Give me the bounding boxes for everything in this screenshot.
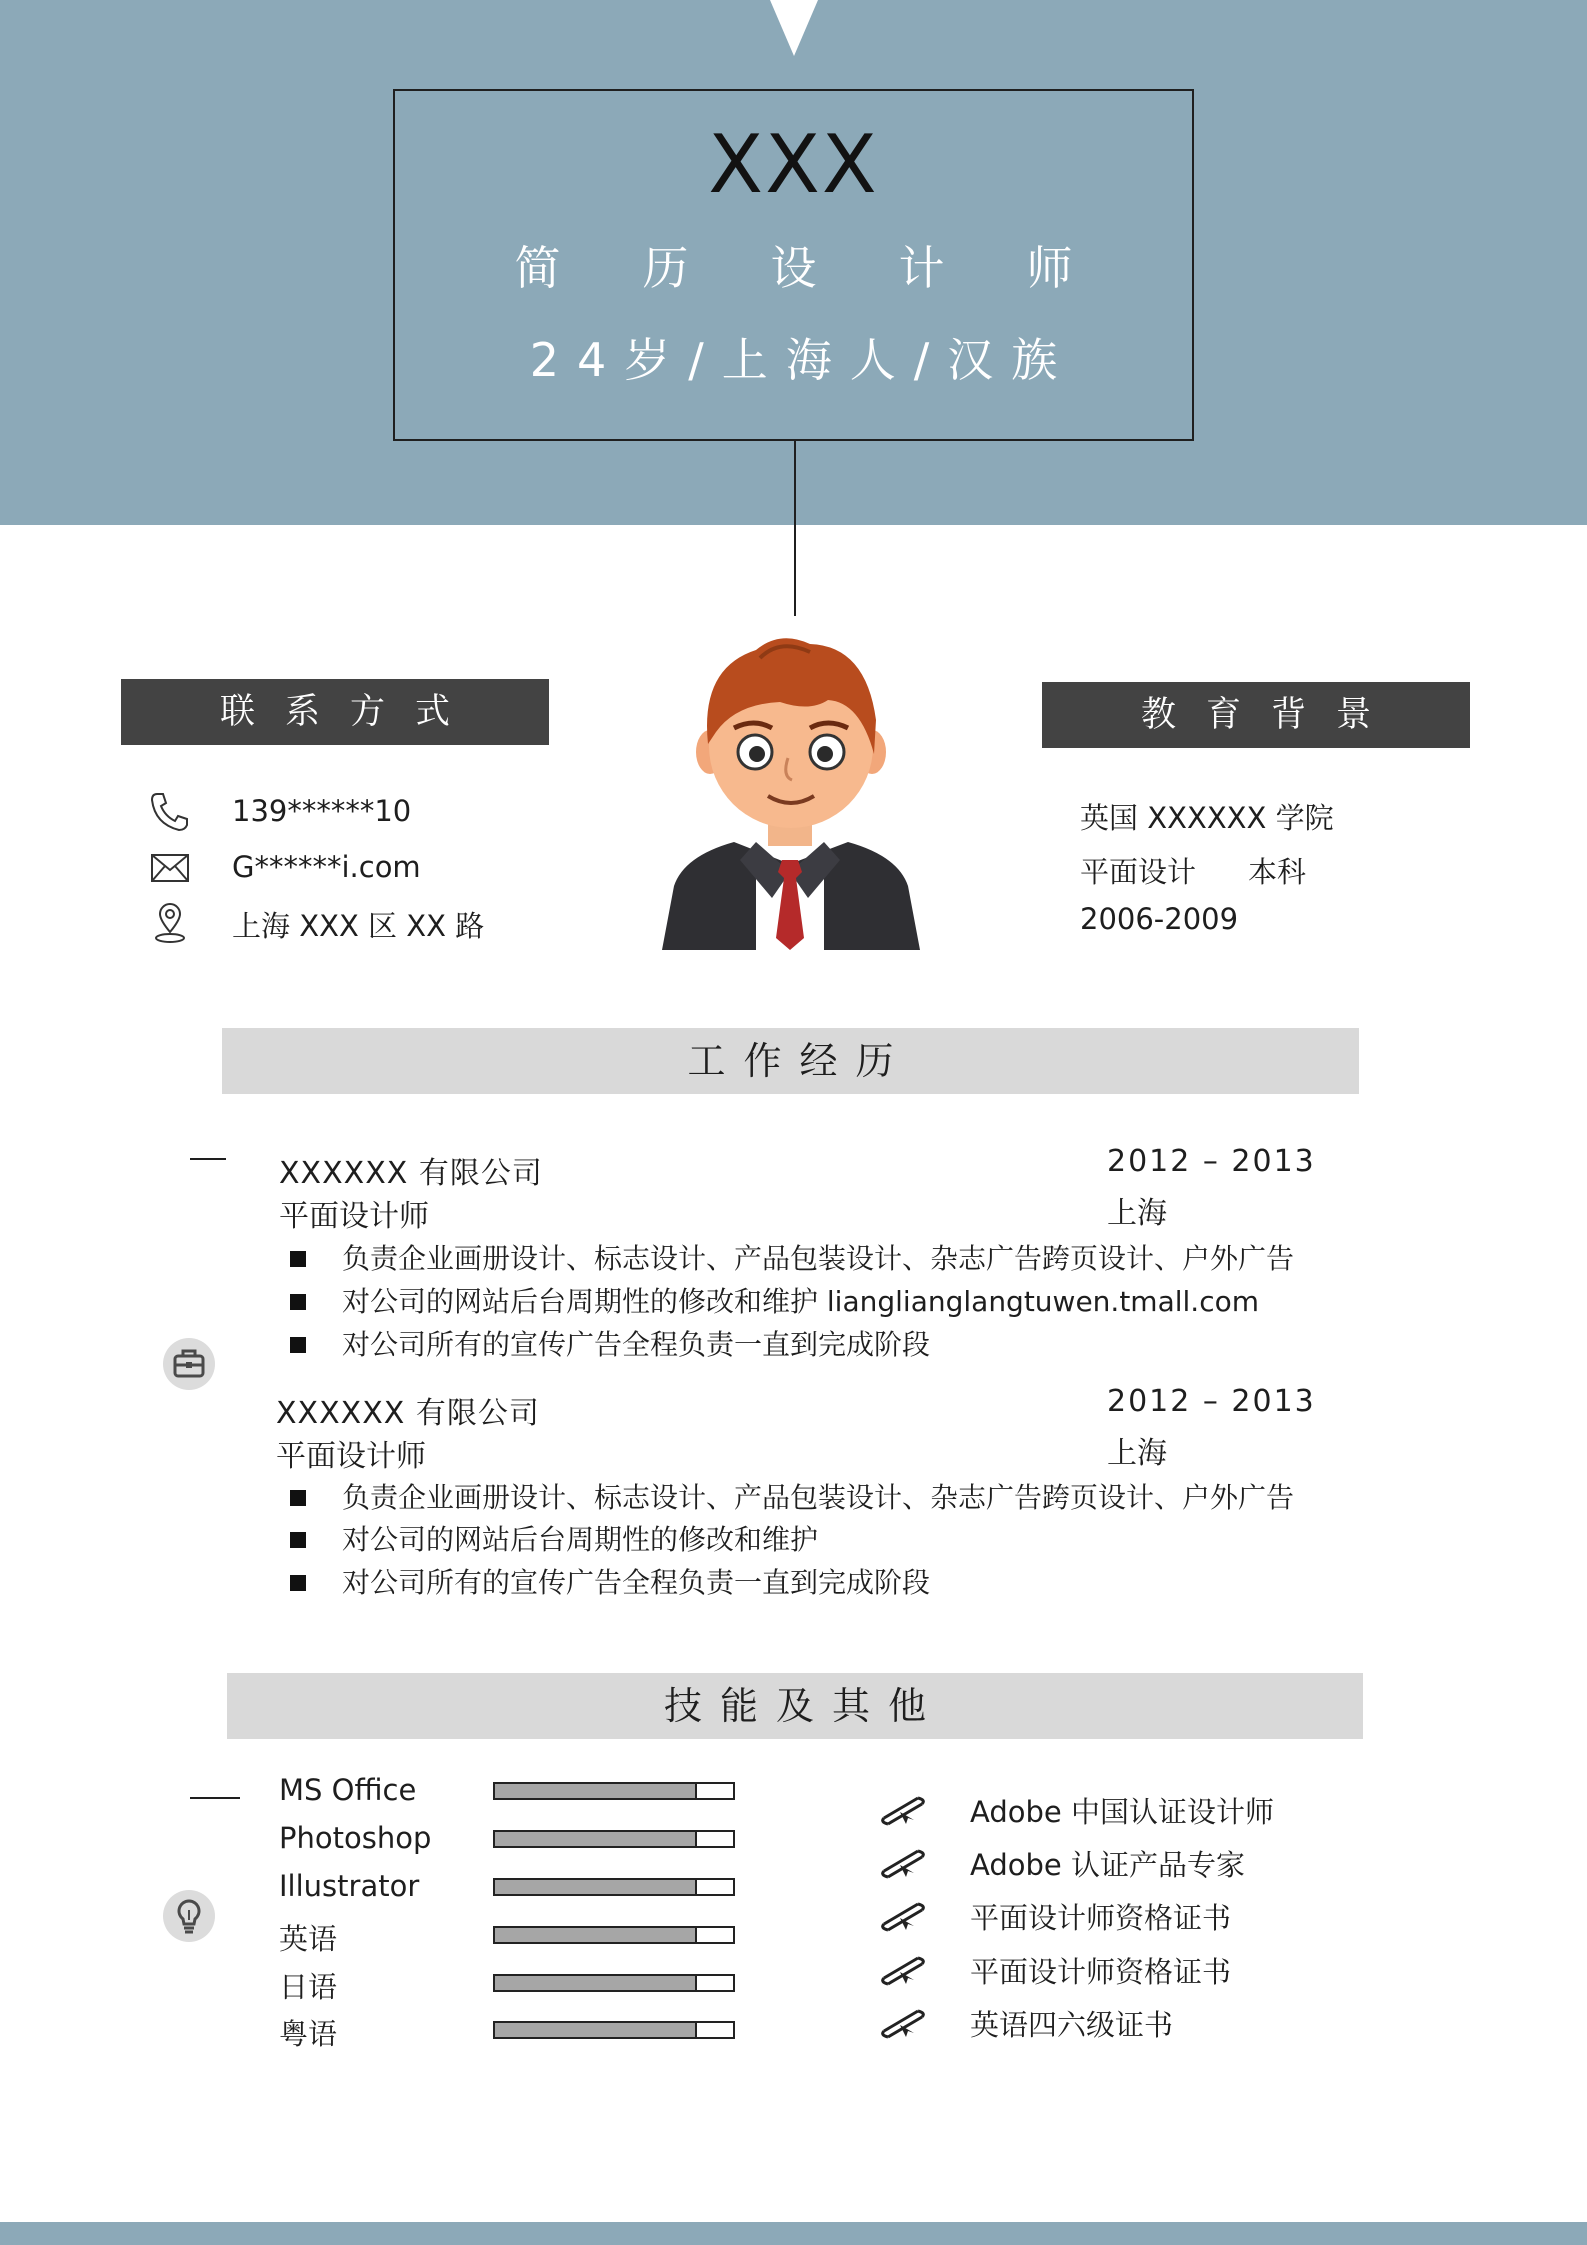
certificate-item — [880, 2001, 1340, 2045]
diploma-icon — [880, 1948, 928, 1992]
location-icon — [148, 900, 192, 944]
skill-level-fill — [495, 2023, 697, 2037]
skill-level-fill — [495, 1928, 697, 1942]
education-label: 教育背景 — [1042, 682, 1470, 748]
diploma-icon — [880, 1894, 928, 1938]
email-text: G******i.com — [232, 850, 421, 884]
certificate-text: Adobe 中国认证设计师 — [970, 1795, 1274, 1829]
job-2-company: XXXXXX 有限公司 — [276, 1396, 540, 1431]
mail-icon — [148, 846, 192, 890]
skills-dash — [190, 1797, 240, 1799]
job-1-title: 平面设计师 — [279, 1199, 429, 1234]
job-title: 简历设计师 — [514, 241, 1155, 295]
footer-band — [0, 2222, 1587, 2245]
job-1-years: 2012 – 2013 — [1107, 1144, 1316, 1179]
skill-name: Illustrator — [279, 1869, 420, 1903]
education-major: 平面设计 — [1080, 855, 1197, 889]
job-2-title: 平面设计师 — [276, 1439, 426, 1474]
education-years: 2006-2009 — [1080, 902, 1239, 936]
connector-line — [794, 441, 796, 616]
skills-section-title: 技能及其他 — [227, 1673, 1363, 1739]
diploma-icon — [880, 1841, 928, 1885]
skill-level-bar — [493, 2021, 735, 2039]
personal-meta: 24岁/上海人/汉族 — [529, 333, 1076, 387]
contact-address — [148, 900, 568, 944]
address-text: 上海 XXX 区 XX 路 — [232, 909, 485, 943]
skill-level-bar — [493, 1782, 735, 1800]
candidate-name: XXX — [708, 118, 879, 211]
lightbulb-icon — [163, 1890, 215, 1942]
skill-name: 粤语 — [279, 2017, 338, 2051]
certificate-text: 平面设计师资格证书 — [970, 1901, 1232, 1935]
contact-label: 联系方式 — [121, 679, 549, 745]
skill-level-fill — [495, 1832, 697, 1846]
work-section-title: 工作经历 — [222, 1028, 1359, 1094]
certificate-item — [880, 1894, 1340, 1938]
diploma-icon — [880, 2001, 928, 2045]
skill-level-bar — [493, 1974, 735, 1992]
skill-name: MS Office — [279, 1773, 417, 1807]
certificate-item — [880, 1948, 1340, 1992]
job-1-company: XXXXXX 有限公司 — [279, 1156, 543, 1191]
skill-level-fill — [495, 1880, 697, 1894]
skill-name: 日语 — [279, 1970, 338, 2004]
skill-name: Photoshop — [279, 1821, 432, 1855]
job-2-years: 2012 – 2013 — [1107, 1384, 1316, 1419]
education-degree: 本科 — [1248, 855, 1307, 889]
education-school: 英国 XXXXXX 学院 — [1080, 801, 1334, 835]
skill-name: 英语 — [279, 1922, 338, 1956]
phone-icon — [148, 790, 192, 834]
avatar — [660, 628, 922, 954]
skill-level-bar — [493, 1926, 735, 1944]
certificate-text: 英语四六级证书 — [970, 2008, 1174, 2042]
job-2-place: 上海 — [1107, 1436, 1167, 1471]
phone-text: 139******10 — [232, 794, 412, 828]
certificate-item — [880, 1788, 1340, 1832]
contact-phone — [148, 790, 568, 834]
skill-level-bar — [493, 1830, 735, 1848]
skill-level-fill — [495, 1784, 697, 1798]
diploma-icon — [880, 1788, 928, 1832]
work-dash — [190, 1158, 226, 1160]
briefcase-icon — [163, 1338, 215, 1390]
certificate-text: 平面设计师资格证书 — [970, 1955, 1232, 1989]
certificate-item — [880, 1841, 1340, 1885]
skill-level-fill — [495, 1976, 697, 1990]
skill-level-bar — [493, 1878, 735, 1896]
contact-email — [148, 846, 568, 890]
job-1-place: 上海 — [1107, 1196, 1167, 1231]
certificate-text: Adobe 认证产品专家 — [970, 1848, 1245, 1882]
